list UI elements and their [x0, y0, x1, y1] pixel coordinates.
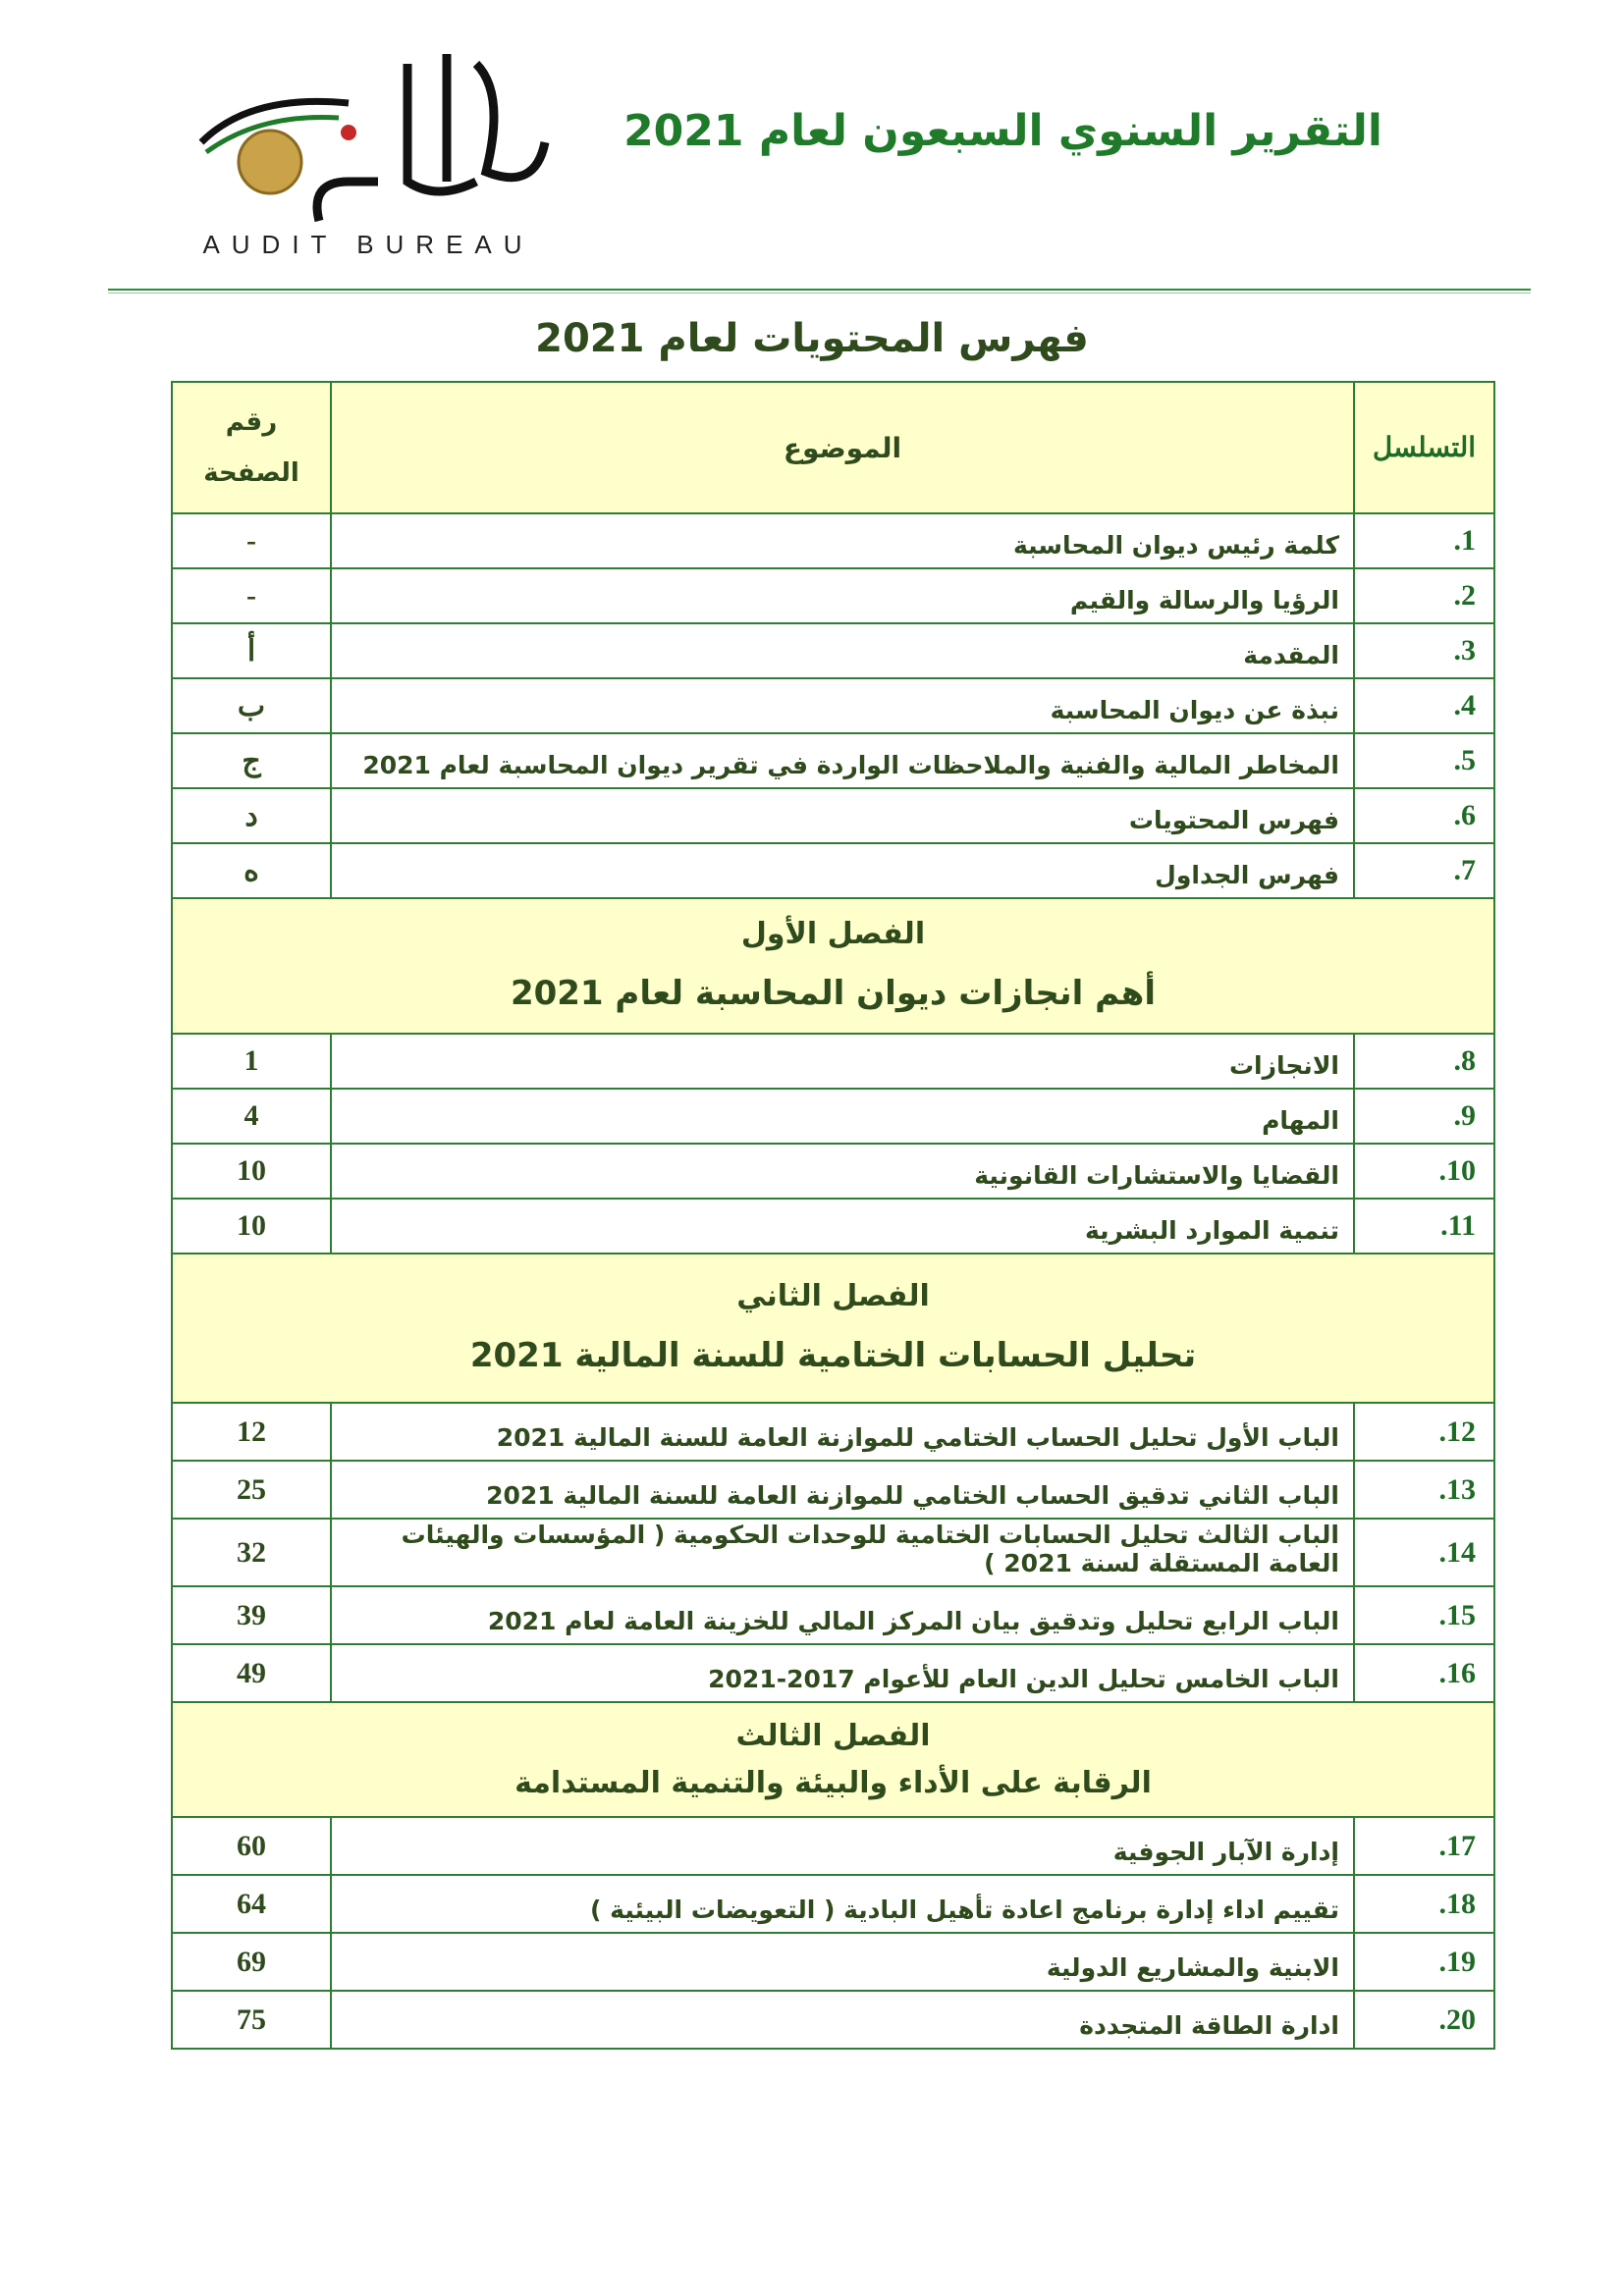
row-subject: كلمة رئيس ديوان المحاسبة	[331, 513, 1354, 568]
row-page: 75	[172, 1991, 331, 2049]
row-seq: 13.	[1354, 1461, 1494, 1519]
row-seq: 19.	[1354, 1933, 1494, 1991]
row-seq: 14.	[1354, 1519, 1494, 1586]
row-subject: ادارة الطاقة المتجددة	[331, 1991, 1354, 2049]
row-subject: المخاطر المالية والفنية والملاحظات الواردة في تقرير ديوان المحاسبة لعام 2021	[331, 733, 1354, 788]
row-page: 60	[172, 1817, 331, 1875]
row-page: 69	[172, 1933, 331, 1991]
row-seq: 2.	[1354, 568, 1494, 623]
row-seq: 8.	[1354, 1034, 1494, 1089]
col-seq-header: التسلسل	[1354, 382, 1494, 513]
chapter3-row	[172, 1702, 1494, 1817]
row-page: -	[172, 513, 331, 568]
toc-row	[172, 568, 1494, 623]
row-seq: 7.	[1354, 843, 1494, 898]
page-header-line1: رقم	[225, 407, 278, 437]
logo-text: AUDIT BUREAU	[202, 230, 534, 259]
row-seq: 1.	[1354, 513, 1494, 568]
toc-row	[172, 1817, 1494, 1875]
page-header-line2: الصفحة	[203, 458, 299, 488]
row-subject: الباب الثالث تحليل الحسابات الختامية للوحدات الحكومية ( المؤسسات والهيئات العامة المستقلة لسنة 2021 )	[331, 1519, 1354, 1586]
row-seq: 6.	[1354, 788, 1494, 843]
toc-row	[172, 1461, 1494, 1519]
row-page: 49	[172, 1644, 331, 1702]
col-page-header	[172, 382, 331, 513]
row-page: -	[172, 568, 331, 623]
row-page: 10	[172, 1144, 331, 1199]
row-seq: 11.	[1354, 1199, 1494, 1254]
toc-row	[172, 678, 1494, 733]
toc-row	[172, 1875, 1494, 1933]
row-subject: فهرس المحتويات	[331, 788, 1354, 843]
toc-row	[172, 513, 1494, 568]
chapter3-title: الفصل الثالث	[735, 1718, 931, 1753]
row-page: ه	[172, 843, 331, 898]
chapter3-subtitle: الرقابة على الأداء والبيئة والتنمية المستدامة	[514, 1765, 1152, 1800]
toc-row	[172, 1089, 1494, 1144]
row-subject: الباب الثاني تدقيق الحساب الختامي للموازنة العامة للسنة المالية 2021	[331, 1461, 1354, 1519]
toc-row	[172, 1519, 1494, 1586]
row-subject: نبذة عن ديوان المحاسبة	[331, 678, 1354, 733]
row-seq: 18.	[1354, 1875, 1494, 1933]
row-subject: فهرس الجداول	[331, 843, 1354, 898]
toc-row	[172, 1199, 1494, 1254]
row-subject: الباب الخامس تحليل الدين العام للأعوام 2017-2021	[331, 1644, 1354, 1702]
col-subject-header: الموضوع	[331, 382, 1354, 513]
row-page: 25	[172, 1461, 331, 1519]
row-page: 12	[172, 1403, 331, 1461]
chapter2-title: الفصل الثاني	[736, 1279, 930, 1314]
row-seq: 9.	[1354, 1089, 1494, 1144]
row-subject: الابنية والمشاريع الدولية	[331, 1933, 1354, 1991]
report-title: التقرير السنوي السبعون لعام 2021	[623, 106, 1382, 156]
row-page: 39	[172, 1586, 331, 1644]
toc-row	[172, 623, 1494, 678]
row-page: 4	[172, 1089, 331, 1144]
chapter1-title: الفصل الأول	[740, 917, 926, 952]
row-seq: 20.	[1354, 1991, 1494, 2049]
row-subject: الباب الأول تحليل الحساب الختامي للموازنة العامة للسنة المالية 2021	[331, 1403, 1354, 1461]
row-page: ب	[172, 678, 331, 733]
toc-row	[172, 1933, 1494, 1991]
toc-table	[171, 381, 1495, 2050]
row-subject: الباب الرابع تحليل وتدقيق بيان المركز المالي للخزينة العامة لعام 2021	[331, 1586, 1354, 1644]
row-seq: 4.	[1354, 678, 1494, 733]
row-subject: القضايا والاستشارات القانونية	[331, 1144, 1354, 1199]
header-divider	[108, 289, 1531, 294]
row-seq: 17.	[1354, 1817, 1494, 1875]
row-seq: 5.	[1354, 733, 1494, 788]
toc-row	[172, 1644, 1494, 1702]
toc-row	[172, 1034, 1494, 1089]
chapter2-subtitle: تحليل الحسابات الختامية للسنة المالية 2021	[469, 1336, 1197, 1376]
toc-title: فهرس المحتويات لعام 2021	[535, 316, 1089, 361]
logo-emblem-icon	[182, 34, 555, 231]
row-seq: 15.	[1354, 1586, 1494, 1644]
row-subject: إدارة الآبار الجوفية	[331, 1817, 1354, 1875]
row-subject: المهام	[331, 1089, 1354, 1144]
row-seq: 3.	[1354, 623, 1494, 678]
row-seq: 10.	[1354, 1144, 1494, 1199]
row-subject: الانجازات	[331, 1034, 1354, 1089]
row-subject: تنمية الموارد البشرية	[331, 1199, 1354, 1254]
row-page: ج	[172, 733, 331, 788]
row-subject: المقدمة	[331, 623, 1354, 678]
toc-row	[172, 1144, 1494, 1199]
chapter2-row	[172, 1254, 1494, 1403]
toc-row	[172, 788, 1494, 843]
row-page: 64	[172, 1875, 331, 1933]
chapter1-row	[172, 898, 1494, 1034]
audit-bureau-logo	[182, 34, 555, 260]
row-subject: تقييم اداء إدارة برنامج اعادة تأهيل البادية ( التعويضات البيئية )	[331, 1875, 1354, 1933]
toc-row	[172, 1403, 1494, 1461]
row-page: 32	[172, 1519, 331, 1586]
row-page: 1	[172, 1034, 331, 1089]
toc-row	[172, 1586, 1494, 1644]
toc-row	[172, 733, 1494, 788]
row-page: أ	[172, 623, 331, 678]
toc-row	[172, 843, 1494, 898]
toc-row	[172, 1991, 1494, 2049]
row-subject: الرؤيا والرسالة والقيم	[331, 568, 1354, 623]
row-page: 10	[172, 1199, 331, 1254]
row-seq: 16.	[1354, 1644, 1494, 1702]
chapter1-subtitle: أهم انجازات ديوان المحاسبة لعام 2021	[510, 974, 1157, 1014]
row-seq: 12.	[1354, 1403, 1494, 1461]
row-page: د	[172, 788, 331, 843]
table-header-row	[172, 382, 1494, 513]
